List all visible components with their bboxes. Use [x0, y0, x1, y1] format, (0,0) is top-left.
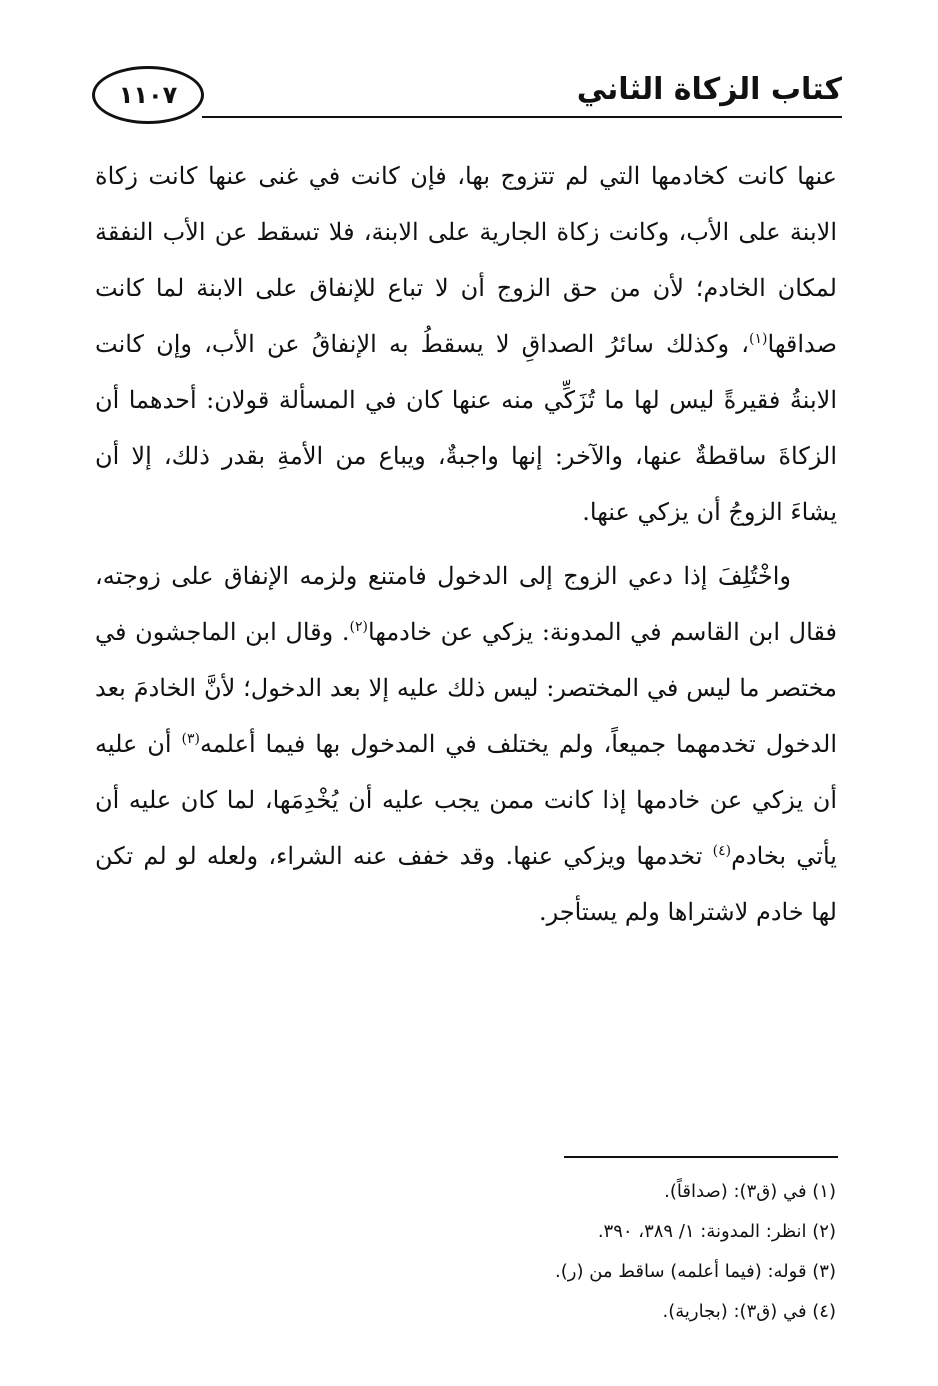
footnote-2: (٢) انظر: المدونة: ١/ ٣٨٩، ٣٩٠. — [597, 1221, 836, 1242]
paragraph-2-part-b: . وقال ابن الماجشون في مختصر ما ليس في المختصر: ليس ذلك عليه إلا بعد الدخول؛ لأنَّ الخادمَ بعد الدخول تخدمهما جميعاً، ولم يختلف في المدخول بها فيما أعلمه — [95, 618, 838, 758]
page-number: ١١٠٧ — [118, 81, 178, 109]
footnote-ref-4: (٤) — [712, 843, 732, 859]
footnote-ref-2: (٢) — [349, 619, 368, 635]
paragraph-2 — [95, 548, 837, 940]
paragraph-2-part-d: تخدمها ويزكي عنها. وقد خفف عنه الشراء، ولعله لو لم تكن لها خادم لاشتراها ولم يستأجر. — [95, 842, 837, 926]
paragraph-2-part-a: واخْتُلِفَ إذا دعي الزوج إلى الدخول فامتنع ولزمه الإنفاق على زوجته، فقال ابن القاسم في المدونة: يزكي عن خادمها — [95, 562, 837, 646]
paragraph-1 — [95, 148, 837, 540]
header-rule — [202, 116, 842, 118]
footnote-ref-1: (١) — [749, 331, 768, 347]
paragraph-1-part-b: ، وكذلك سائرُ الصداقِ لا يسقطُ به الإنفاقُ عن الأب، وإن كانت الابنةُ فقيرةً ليس لها ما تُزَكِّي منه عنها كان في المسألة قولان: أحدهما أن الزكاةَ ساقطةٌ عنها، والآخر: إنها واجبةٌ، ويباع من الأمةِ بقدر ذلك، إلا أن يشاءَ الزوجُ أن يزكي عنها. — [95, 330, 837, 526]
page-header — [92, 62, 842, 132]
footnote-ref-3: (٣) — [181, 731, 200, 747]
footnote-3: (٣) قوله: (فيما أعلمه) ساقط من (ر). — [555, 1261, 836, 1282]
footnote-1: (١) في (ق٣): (صداقاً). — [664, 1181, 836, 1202]
footnote-4: (٤) في (ق٣): (بجارية). — [662, 1301, 836, 1322]
page-number-badge — [92, 66, 204, 124]
main-text — [95, 148, 837, 948]
paragraph-1-part-a: عنها كانت كخادمها التي لم تتزوج بها، فإن كانت في غنى عنها كانت زكاة الابنة على الأب، وكانت زكاة الجارية على الابنة، فلا تسقط عن الأب النفقة لمكان الخادم؛ لأن من حق الزوج أن لا تباع للإنفاق على الابنة لما كانت صداقها — [95, 162, 837, 358]
paragraph-2-part-c: أن عليه أن يزكي عن خادمها إذا كانت ممن يجب عليه أن يُخْدِمَها، لما كان عليه أن يأتي بخادم — [95, 730, 837, 870]
running-title: كتاب الزكاة الثاني — [576, 72, 842, 107]
footnotes — [236, 1172, 836, 1332]
footnote-separator — [564, 1156, 838, 1158]
